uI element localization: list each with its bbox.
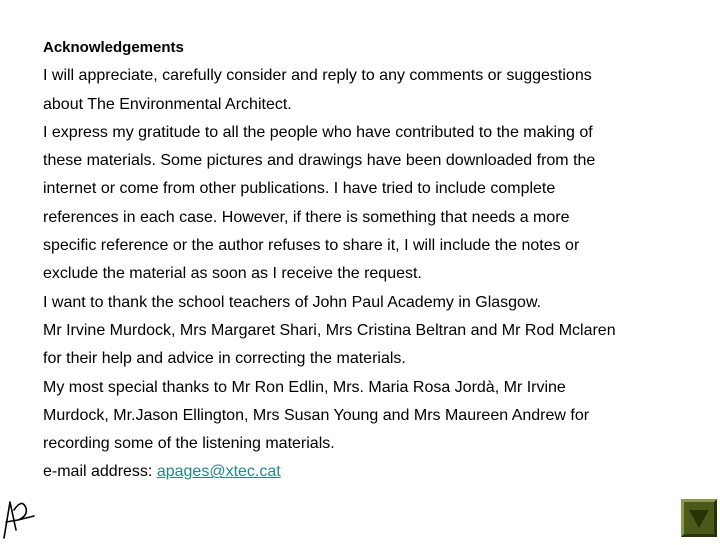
paragraph-line: these materials. Some pictures and drawings have been downloaded from the — [43, 152, 596, 170]
document-heading: Acknowledgements — [43, 39, 184, 56]
paragraph-line: My most special thanks to Mr Ron Edlin, Mrs. Maria Rosa Jordà, Mr Irvine — [43, 378, 566, 396]
paragraph-line: Mr Irvine Murdock, Mrs Margaret Shari, Mrs Cristina Beltran and Mr Rod Mclaren — [43, 321, 616, 339]
paragraph-line: for their help and advice in correcting the materials. — [43, 350, 406, 368]
document-body — [43, 34, 708, 487]
email-line — [43, 458, 708, 486]
paragraph-line: I will appreciate, carefully consider and reply to any comments or suggestions — [43, 67, 592, 85]
paragraph-line: internet or come from other publications. I have tried to include complete — [43, 180, 556, 198]
paragraph-line: I express my gratitude to all the people who have contributed to the making of — [43, 123, 593, 141]
paragraph-line: references in each case. However, if there is something that needs a more — [43, 208, 570, 226]
paragraph-line: Murdock, Mr.Jason Ellington, Mrs Susan Young and Mrs Maureen Andrew for — [43, 406, 590, 424]
paragraph-line: exclude the material as soon as I receive the request. — [43, 265, 422, 283]
triangle-down-icon — [684, 502, 714, 534]
paragraph-line: recording some of the listening materials. — [43, 435, 335, 453]
paragraph-line: I want to thank the school teachers of John Paul Academy in Glasgow. — [43, 293, 542, 311]
email-link[interactable]: apages@xtec.cat — [156, 463, 281, 481]
paragraph-line: specific reference or the author refuses to share it, I will include the notes or — [43, 237, 580, 255]
next-slide-button[interactable] — [681, 499, 717, 537]
handwritten-signature-icon — [0, 496, 36, 540]
email-label: e-mail address: — [43, 463, 157, 481]
paragraph-line: about The Environmental Architect. — [43, 95, 292, 113]
